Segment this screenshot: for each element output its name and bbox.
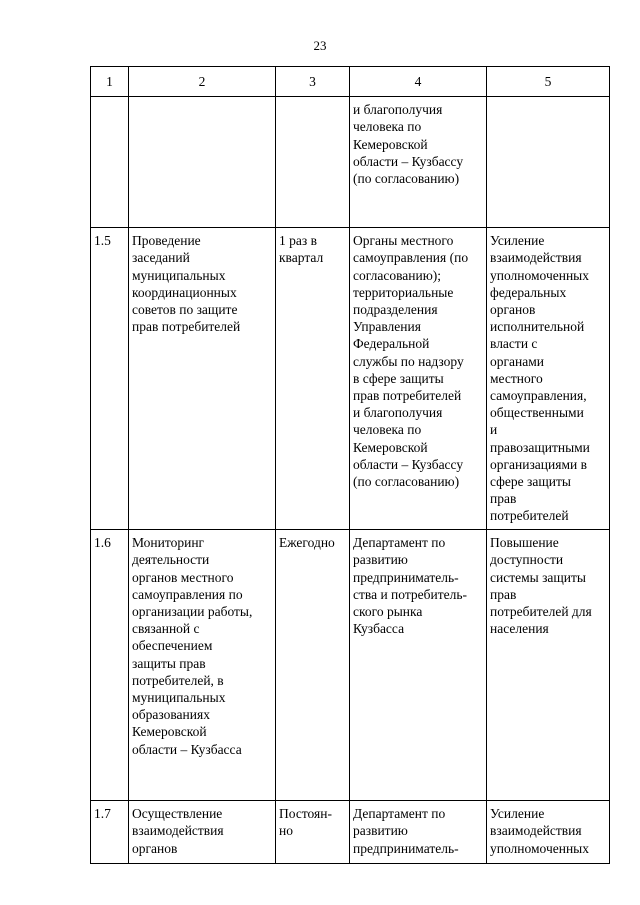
executor-cell: Органы местного самоуправления (по согласованию); территориальные подразделения Управления Федеральной службы по надзору в сфере защиты прав потребителей и благополучия человека по Кемеровской области – Кузбассу (по согласованию): [350, 228, 487, 530]
row-number: [91, 97, 129, 228]
action-cell: [129, 97, 276, 228]
row-number: 1.6: [91, 530, 129, 801]
action-cell: Проведение заседаний муниципальных координационных советов по защите прав потребителей: [129, 228, 276, 530]
period-cell: Ежегодно: [276, 530, 350, 801]
table-row: [91, 97, 610, 228]
result-cell: Усиление взаимодействия уполномоченных федеральных органов исполнительной власти с органами местного самоуправления, общественными и правозащитными организациями в сфере защиты прав потребителей: [487, 228, 610, 530]
period-cell: [276, 97, 350, 228]
executor-cell: Департамент по развитию предприниматель-: [350, 801, 487, 864]
table-header-row: [91, 67, 610, 97]
result-cell: Усиление взаимодействия уполномоченных: [487, 801, 610, 864]
executor-cell: Департамент по развитию предприниматель- ства и потребитель- ского рынка Кузбасса: [350, 530, 487, 801]
result-cell: Повышение доступности системы защиты прав потребителей для населения: [487, 530, 610, 801]
row-number: 1.5: [91, 228, 129, 530]
measures-table: [90, 66, 610, 864]
page-number: 23: [313, 38, 327, 53]
table-row: [91, 530, 610, 801]
column-header-1: 1: [91, 67, 129, 97]
row-number: 1.7: [91, 801, 129, 864]
column-header-4: 4: [350, 67, 487, 97]
result-cell: [487, 97, 610, 228]
column-header-3: 3: [276, 67, 350, 97]
table-row: [91, 228, 610, 530]
action-cell: Осуществление взаимодействия органов: [129, 801, 276, 864]
period-cell: 1 раз в квартал: [276, 228, 350, 530]
action-cell: Мониторинг деятельности органов местного самоуправления по организации работы, связанной с обеспечением защиты прав потребителей, в муниципальных образованиях Кемеровской области – Кузбасса: [129, 530, 276, 801]
executor-cell: и благополучия человека по Кемеровской области – Кузбассу (по согласованию): [350, 97, 487, 228]
table-row: [91, 801, 610, 864]
column-header-2: 2: [129, 67, 276, 97]
period-cell: Постоян- но: [276, 801, 350, 864]
column-header-5: 5: [487, 67, 610, 97]
